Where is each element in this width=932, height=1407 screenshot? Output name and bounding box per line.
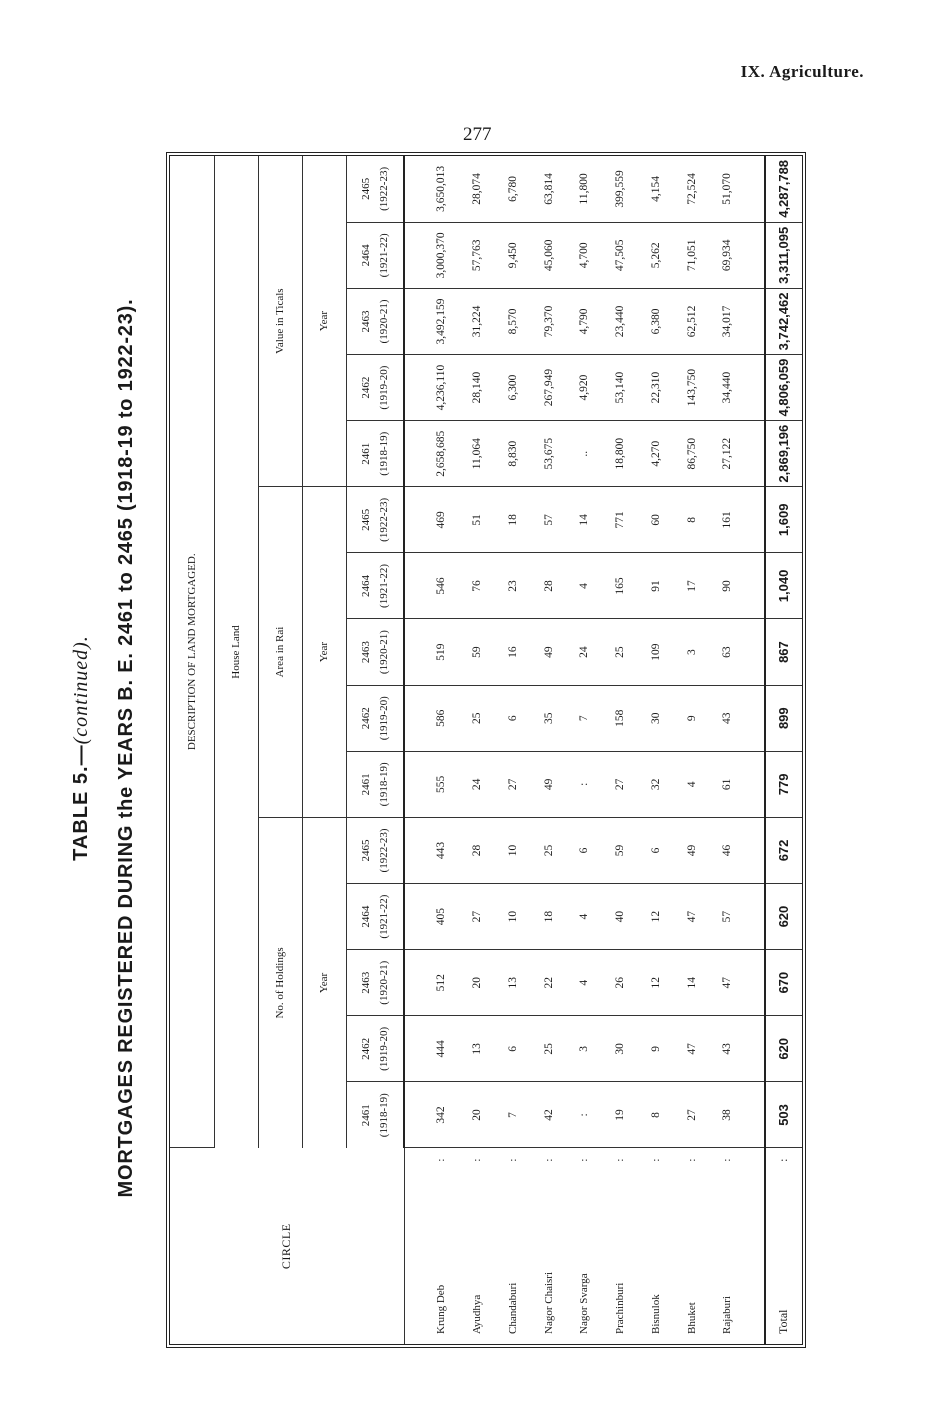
table-row [674, 156, 710, 1344]
area-cell: 17 [674, 553, 710, 619]
holdings-cell: 9 [638, 1016, 674, 1082]
area-cell: 165 [602, 553, 638, 619]
holdings-cell: 27 [459, 884, 495, 950]
mortgage-table [170, 156, 802, 1344]
area-cell: 60 [638, 487, 674, 553]
value-cell: 4,236,110 [424, 355, 460, 421]
area-cell: 51 [459, 487, 495, 553]
area-cell: 3 [674, 619, 710, 685]
area-cell: 32 [638, 751, 674, 817]
holdings-cell: 38 [710, 1082, 746, 1148]
value-cell: 62,512 [674, 288, 710, 354]
holdings-cell: 7 [495, 1082, 531, 1148]
year-label-holdings: Year [302, 817, 346, 1148]
table-label: TABLE 5.— [70, 744, 92, 861]
circle-name-cell [602, 1148, 638, 1344]
area-cell: 24 [459, 751, 495, 817]
circle-name: Nagor Svarga [578, 1273, 591, 1334]
spacer-cell [745, 553, 765, 619]
area-cell: 25 [459, 685, 495, 751]
area-cell: 4 [674, 751, 710, 817]
value-cell: 22,310 [638, 355, 674, 421]
value-cell: 3,650,013 [424, 156, 460, 222]
circle-name: Total [776, 1309, 791, 1334]
value-cell: 4,806,059 [765, 355, 802, 421]
value-cell: 8,830 [495, 421, 531, 487]
year-ce: (1921-22) [377, 563, 390, 608]
year-ce: (1918-19) [377, 1093, 390, 1138]
year-ce: (1919-20) [377, 365, 390, 410]
value-cell: 4,154 [638, 156, 674, 222]
spacer-cell [404, 950, 424, 1016]
value-cell: 4,790 [567, 288, 603, 354]
value-cell: 3,311,095 [765, 222, 802, 288]
holdings-cell: 14 [674, 950, 710, 1016]
value-cell: 51,070 [710, 156, 746, 222]
circle-name: Ayudhya [471, 1294, 484, 1334]
holdings-cell: 47 [710, 950, 746, 1016]
year-ce: (1921-22) [377, 233, 390, 278]
value-cell: 9,450 [495, 222, 531, 288]
value-cell: 2,658,685 [424, 421, 460, 487]
area-cell: 30 [638, 685, 674, 751]
year-label-value: Year [302, 156, 346, 487]
holdings-cell: 19 [602, 1082, 638, 1148]
value-cell: 31,224 [459, 288, 495, 354]
value-cell: 11,064 [459, 421, 495, 487]
holdings-cell: 43 [710, 1016, 746, 1082]
area-cell: 779 [765, 751, 802, 817]
year-ce: (1920-21) [377, 960, 390, 1005]
house-land-header: House Land [214, 156, 258, 1148]
value-cell: 71,051 [674, 222, 710, 288]
holdings-cell: 27 [674, 1082, 710, 1148]
value-cell: 53,140 [602, 355, 638, 421]
area-cell: 6 [495, 685, 531, 751]
area-cell: 49 [531, 751, 567, 817]
holdings-cell: 6 [495, 1016, 531, 1082]
holdings-cell: 13 [495, 950, 531, 1016]
spacer-cell [404, 619, 424, 685]
spacer-cell [404, 1082, 424, 1148]
value-cell: 53,675 [531, 421, 567, 487]
area-cell: 90 [710, 553, 746, 619]
table-row [710, 156, 746, 1344]
holdings-cell: 20 [459, 1082, 495, 1148]
area-cell: 8 [674, 487, 710, 553]
holdings-cell: 12 [638, 950, 674, 1016]
year-header-holdings-1 [346, 1016, 404, 1082]
year-be: 2464 [359, 905, 372, 928]
circle-name-cell [638, 1148, 674, 1344]
year-label-area: Year [302, 487, 346, 818]
holdings-cell: 620 [765, 884, 802, 950]
holdings-cell: 6 [638, 817, 674, 883]
holdings-cell: 57 [710, 884, 746, 950]
circle-header: CIRCLE [170, 1148, 404, 1344]
spacer-cell [404, 685, 424, 751]
area-cell: 18 [495, 487, 531, 553]
spacer-cell [745, 421, 765, 487]
spacer-cell [745, 1016, 765, 1082]
circle-name-cell [710, 1148, 746, 1344]
holdings-cell: 22 [531, 950, 567, 1016]
holdings-cell: 18 [531, 884, 567, 950]
table-row [495, 156, 531, 1344]
holdings-cell: 49 [674, 817, 710, 883]
spacer-cell [404, 156, 424, 222]
holdings-cell: 30 [602, 1016, 638, 1082]
group-header-holdings: No. of Holdings [258, 817, 302, 1148]
holdings-cell: 42 [531, 1082, 567, 1148]
year-header-value-1 [346, 355, 404, 421]
holdings-cell: 47 [674, 1016, 710, 1082]
spacer-cell [404, 1016, 424, 1082]
leader-dots: : [506, 1158, 519, 1162]
value-cell: .. [567, 421, 603, 487]
table-row [567, 156, 603, 1344]
holdings-cell: 443 [424, 817, 460, 883]
year-header-value-3 [346, 222, 404, 288]
circle-name-cell [567, 1148, 603, 1344]
area-cell: 35 [531, 685, 567, 751]
circle-name: Rajaburi [721, 1296, 734, 1334]
year-header-holdings-4 [346, 817, 404, 883]
value-cell: 6,380 [638, 288, 674, 354]
year-ce: (1922-23) [377, 828, 390, 873]
holdings-cell: 405 [424, 884, 460, 950]
spacer-cell [745, 156, 765, 222]
value-cell: 6,780 [495, 156, 531, 222]
table-subtitle: MORTGAGES REGISTERED DURING the YEARS B. E. 2461 to 2465 (1918-19 to 1922-23). [115, 298, 137, 1198]
circle-name: Bhuket [685, 1302, 698, 1334]
circle-name: Prachinburi [614, 1282, 627, 1334]
value-cell: 34,017 [710, 288, 746, 354]
leader-dots: : [471, 1158, 484, 1162]
holdings-cell: 342 [424, 1082, 460, 1148]
circle-name-cell [531, 1148, 567, 1344]
area-cell: 27 [495, 751, 531, 817]
value-cell: 11,800 [567, 156, 603, 222]
spacer-cell [404, 288, 424, 354]
year-be: 2461 [359, 773, 372, 796]
area-cell: 49 [531, 619, 567, 685]
value-cell: 23,440 [602, 288, 638, 354]
value-cell: 3,000,370 [424, 222, 460, 288]
value-cell: 63,814 [531, 156, 567, 222]
area-cell: 28 [531, 553, 567, 619]
group-header-value: Value in Ticals [258, 156, 302, 487]
circle-name: Nagor Chaisri [542, 1271, 555, 1334]
spacer-cell [745, 884, 765, 950]
area-cell: 27 [602, 751, 638, 817]
holdings-cell: 444 [424, 1016, 460, 1082]
spacer-cell [404, 817, 424, 883]
holdings-cell: 46 [710, 817, 746, 883]
year-ce: (1922-23) [377, 497, 390, 542]
spacer-cell [745, 685, 765, 751]
circle-name-cell [674, 1148, 710, 1344]
year-ce: (1922-23) [377, 166, 390, 211]
holdings-cell: 40 [602, 884, 638, 950]
value-cell: 45,060 [531, 222, 567, 288]
spacer-cell [745, 355, 765, 421]
spacer-cell [745, 288, 765, 354]
circle-name: Chandaburi [506, 1282, 519, 1334]
year-be: 2465 [359, 839, 372, 862]
holdings-cell: 25 [531, 1016, 567, 1082]
area-cell: 899 [765, 685, 802, 751]
value-cell: 4,270 [638, 421, 674, 487]
area-cell: 16 [495, 619, 531, 685]
spacer-cell [404, 751, 424, 817]
year-header-area-4 [346, 487, 404, 553]
table-continued: (continued). [70, 635, 92, 745]
year-be: 2464 [359, 574, 372, 597]
value-cell: 28,140 [459, 355, 495, 421]
area-cell: 586 [424, 685, 460, 751]
leader-dots: : [542, 1158, 555, 1162]
area-cell: 63 [710, 619, 746, 685]
holdings-cell: 10 [495, 884, 531, 950]
table-row [602, 156, 638, 1344]
table-row [424, 156, 460, 1344]
value-cell: 267,949 [531, 355, 567, 421]
year-be: 2462 [359, 1037, 372, 1060]
circle-name: Krung Deb [435, 1284, 448, 1334]
area-cell: 57 [531, 487, 567, 553]
area-cell: 519 [424, 619, 460, 685]
leader-dots: : [614, 1158, 627, 1162]
year-header-area-2 [346, 619, 404, 685]
leader-dots: : [685, 1158, 698, 1162]
year-ce: (1919-20) [377, 1026, 390, 1071]
year-header-holdings-0 [346, 1082, 404, 1148]
year-header-area-0 [346, 751, 404, 817]
area-cell: 91 [638, 553, 674, 619]
year-ce: (1920-21) [377, 299, 390, 344]
year-be: 2463 [359, 641, 372, 664]
area-cell: 25 [602, 619, 638, 685]
table-row [638, 156, 674, 1344]
circle-name: Bisnulok [649, 1294, 662, 1334]
year-ce: (1919-20) [377, 696, 390, 741]
year-header-value-4 [346, 156, 404, 222]
year-header-area-1 [346, 685, 404, 751]
table-row [459, 156, 495, 1344]
value-cell: 4,920 [567, 355, 603, 421]
spacer-cell [745, 1082, 765, 1148]
holdings-cell: 10 [495, 817, 531, 883]
year-ce: (1921-22) [377, 894, 390, 939]
spacer-cell [404, 553, 424, 619]
holdings-cell: 670 [765, 950, 802, 1016]
value-cell: 8,570 [495, 288, 531, 354]
year-be: 2462 [359, 376, 372, 399]
year-ce: (1918-19) [377, 431, 390, 476]
year-ce: (1918-19) [377, 762, 390, 807]
area-cell: 59 [459, 619, 495, 685]
area-cell: 161 [710, 487, 746, 553]
area-cell: 1,040 [765, 553, 802, 619]
holdings-cell: 25 [531, 817, 567, 883]
holdings-cell: 26 [602, 950, 638, 1016]
spacer-cell [745, 817, 765, 883]
year-be: 2462 [359, 707, 372, 730]
area-cell: 158 [602, 685, 638, 751]
area-cell: 771 [602, 487, 638, 553]
spacer-cell [745, 487, 765, 553]
value-cell: 34,440 [710, 355, 746, 421]
value-cell: 399,559 [602, 156, 638, 222]
spacer-cell [404, 355, 424, 421]
value-cell: 3,492,159 [424, 288, 460, 354]
holdings-cell: 672 [765, 817, 802, 883]
year-be: 2461 [359, 1104, 372, 1127]
value-cell: 57,763 [459, 222, 495, 288]
holdings-cell: : [567, 1082, 603, 1148]
holdings-cell: 3 [567, 1016, 603, 1082]
area-cell: 43 [710, 685, 746, 751]
holdings-cell: 6 [567, 817, 603, 883]
circle-name-cell [495, 1148, 531, 1344]
value-cell: 28,074 [459, 156, 495, 222]
circle-name-cell [424, 1148, 460, 1344]
holdings-cell: 4 [567, 950, 603, 1016]
table-frame [166, 152, 806, 1348]
spacer-cell [745, 950, 765, 1016]
holdings-cell: 13 [459, 1016, 495, 1082]
spacer-cell [745, 222, 765, 288]
spacer-cell [404, 884, 424, 950]
year-be: 2463 [359, 310, 372, 333]
area-cell: 7 [567, 685, 603, 751]
area-cell: 1,609 [765, 487, 802, 553]
value-cell: 4,287,788 [765, 156, 802, 222]
value-cell: 86,750 [674, 421, 710, 487]
year-header-value-2 [346, 288, 404, 354]
area-cell: 9 [674, 685, 710, 751]
page-number: 277 [463, 124, 492, 145]
section-header: IX. Agriculture. [740, 62, 864, 81]
value-cell: 2,869,196 [765, 421, 802, 487]
year-header-value-0 [346, 421, 404, 487]
value-cell: 18,800 [602, 421, 638, 487]
year-header-area-3 [346, 553, 404, 619]
rotated-table-sheet [70, 148, 840, 1348]
year-be: 2461 [359, 442, 372, 465]
holdings-cell: 4 [567, 884, 603, 950]
holdings-cell: 47 [674, 884, 710, 950]
year-header-holdings-2 [346, 950, 404, 1016]
spacer-cell [745, 751, 765, 817]
spacer-cell [404, 421, 424, 487]
value-cell: 79,370 [531, 288, 567, 354]
value-cell: 4,700 [567, 222, 603, 288]
spacer-cell [404, 1148, 424, 1344]
area-cell: 546 [424, 553, 460, 619]
group-header-area: Area in Rai [258, 487, 302, 818]
table-title [70, 148, 93, 1348]
year-be: 2465 [359, 177, 372, 200]
area-cell: 76 [459, 553, 495, 619]
area-cell: 469 [424, 487, 460, 553]
holdings-cell: 503 [765, 1082, 802, 1148]
circle-name-cell [459, 1148, 495, 1344]
holdings-cell: 59 [602, 817, 638, 883]
year-header-holdings-3 [346, 884, 404, 950]
area-cell: 23 [495, 553, 531, 619]
year-be: 2463 [359, 971, 372, 994]
holdings-cell: 8 [638, 1082, 674, 1148]
value-cell: 3,742,462 [765, 288, 802, 354]
total-row [765, 156, 802, 1344]
leader-dots: : [649, 1158, 662, 1162]
holdings-cell: 28 [459, 817, 495, 883]
area-cell: 61 [710, 751, 746, 817]
leader-dots: : [776, 1158, 791, 1162]
value-cell: 5,262 [638, 222, 674, 288]
area-cell: 4 [567, 553, 603, 619]
area-cell: 24 [567, 619, 603, 685]
value-cell: 6,300 [495, 355, 531, 421]
area-cell: 867 [765, 619, 802, 685]
spacer-cell [404, 487, 424, 553]
area-cell: : [567, 751, 603, 817]
leader-dots: : [435, 1158, 448, 1162]
value-cell: 69,934 [710, 222, 746, 288]
leader-dots: : [578, 1158, 591, 1162]
spacer-cell [745, 619, 765, 685]
area-cell: 14 [567, 487, 603, 553]
year-be: 2465 [359, 508, 372, 531]
holdings-cell: 12 [638, 884, 674, 950]
description-header: DESCRIPTION OF LAND MORTGAGED. [170, 156, 214, 1148]
leader-dots: : [721, 1158, 734, 1162]
holdings-cell: 20 [459, 950, 495, 1016]
table-row [531, 156, 567, 1344]
area-cell: 555 [424, 751, 460, 817]
spacer-cell [404, 222, 424, 288]
area-cell: 109 [638, 619, 674, 685]
value-cell: 47,505 [602, 222, 638, 288]
value-cell: 27,122 [710, 421, 746, 487]
circle-name-cell [765, 1148, 802, 1344]
value-cell: 143,750 [674, 355, 710, 421]
spacer-cell [745, 1148, 765, 1344]
year-ce: (1920-21) [377, 630, 390, 675]
year-be: 2464 [359, 244, 372, 267]
holdings-cell: 512 [424, 950, 460, 1016]
holdings-cell: 620 [765, 1016, 802, 1082]
value-cell: 72,524 [674, 156, 710, 222]
